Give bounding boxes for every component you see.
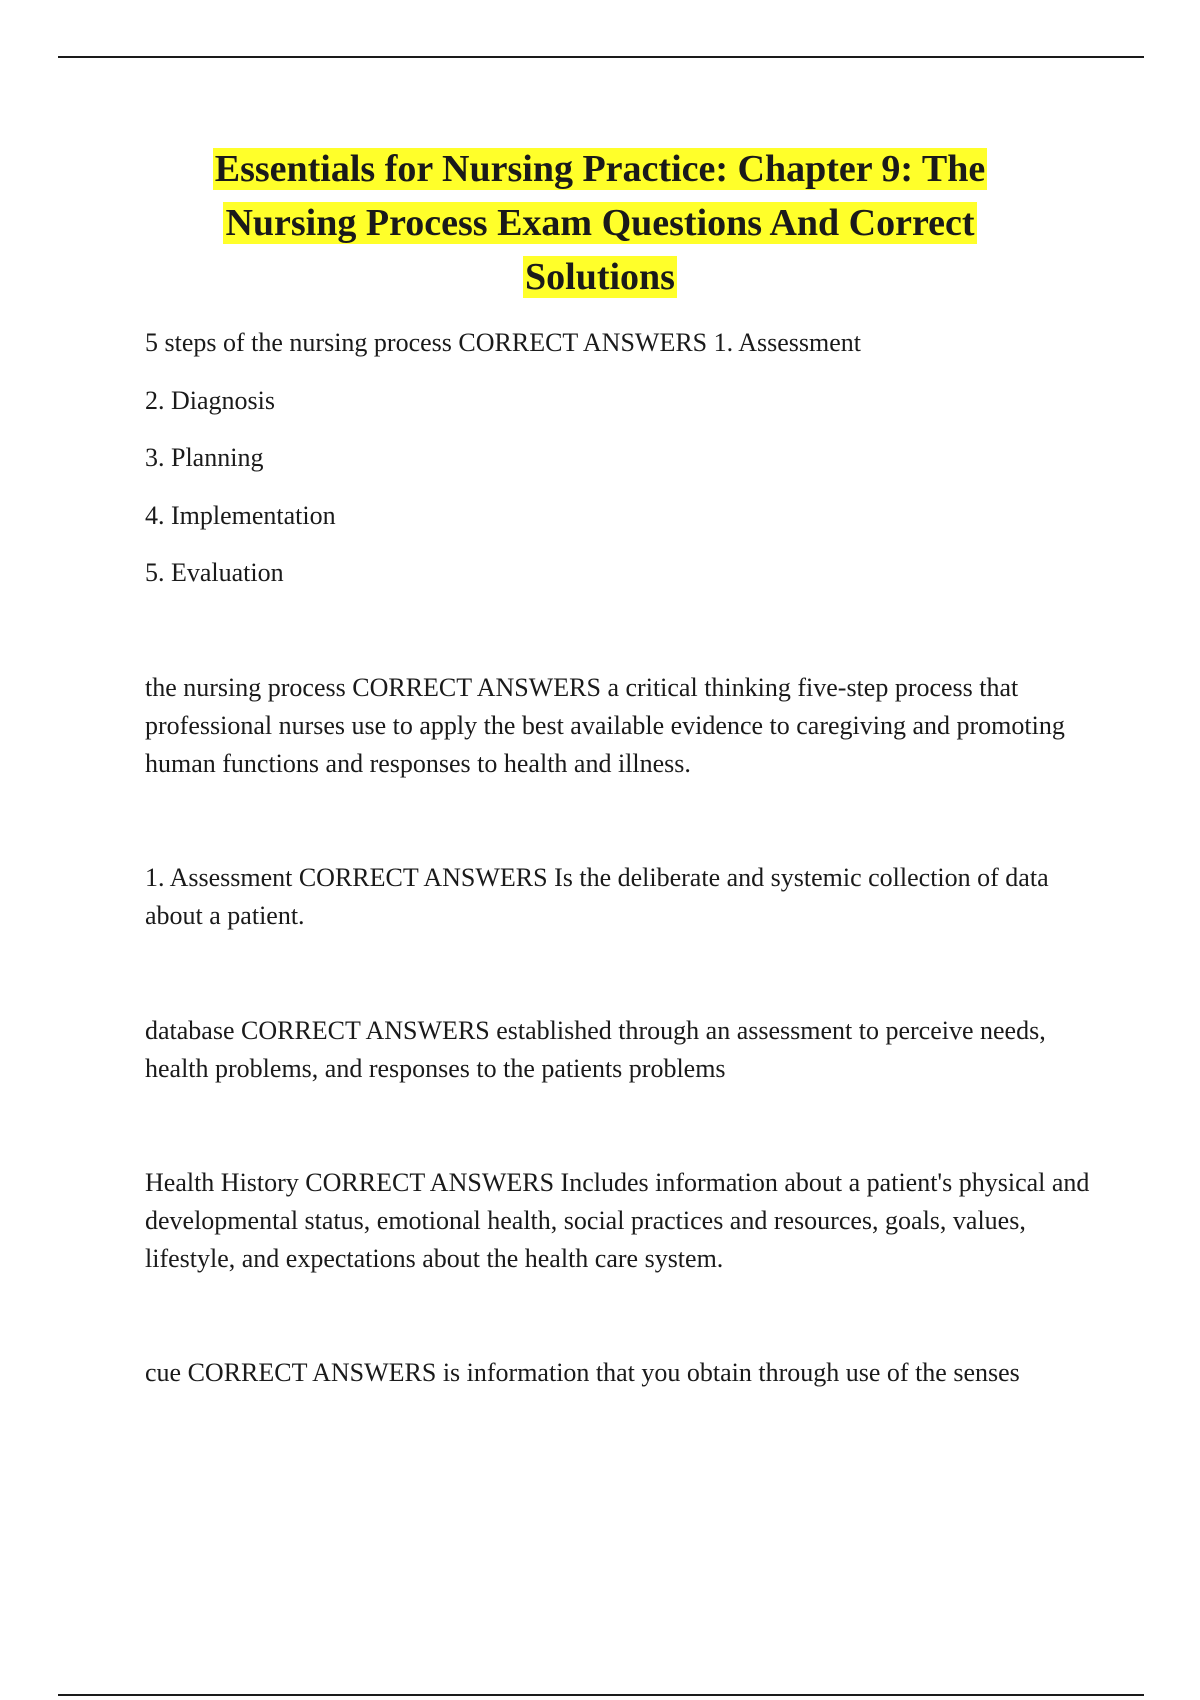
paragraph-steps: 5 steps of the nursing process CORRECT ANSWERS 1. Assessment [145, 328, 861, 357]
document-title [120, 142, 1080, 304]
paragraph-nursing-process: the nursing process CORRECT ANSWERS a critical thinking five-step process that professional nurses use to apply the best available evidence to caregiving and promoting human functions and responses to health and illness. [145, 673, 1065, 778]
paragraph-step-4: 4. Implementation [145, 501, 336, 530]
title-line-3: Solutions [525, 256, 675, 298]
paragraph-health-history: Health History CORRECT ANSWERS Includes information about a patient's physical and developmental status, emotional health, social practices and resources, goals, values, lifestyle, and expectations about the health care system. [145, 1168, 1090, 1273]
paragraph-step-5: 5. Evaluation [145, 558, 284, 587]
paragraph-step-2: 2. Diagnosis [145, 386, 275, 415]
bottom-rule [58, 1694, 1144, 1696]
top-rule [58, 56, 1144, 58]
title-line-1: Essentials for Nursing Practice: Chapter 9: The [214, 148, 986, 190]
paragraph-database: database CORRECT ANSWERS established through an assessment to perceive needs, health problems, and responses to the patients problems [145, 1016, 1046, 1083]
title-line-2: Nursing Process Exam Questions And Correct [225, 202, 975, 244]
paragraph-assessment: 1. Assessment CORRECT ANSWERS Is the deliberate and systemic collection of data about a patient. [145, 863, 1049, 930]
paragraph-cue: cue CORRECT ANSWERS is information that you obtain through use of the senses [145, 1358, 1020, 1387]
paragraph-step-3: 3. Planning [145, 443, 264, 472]
